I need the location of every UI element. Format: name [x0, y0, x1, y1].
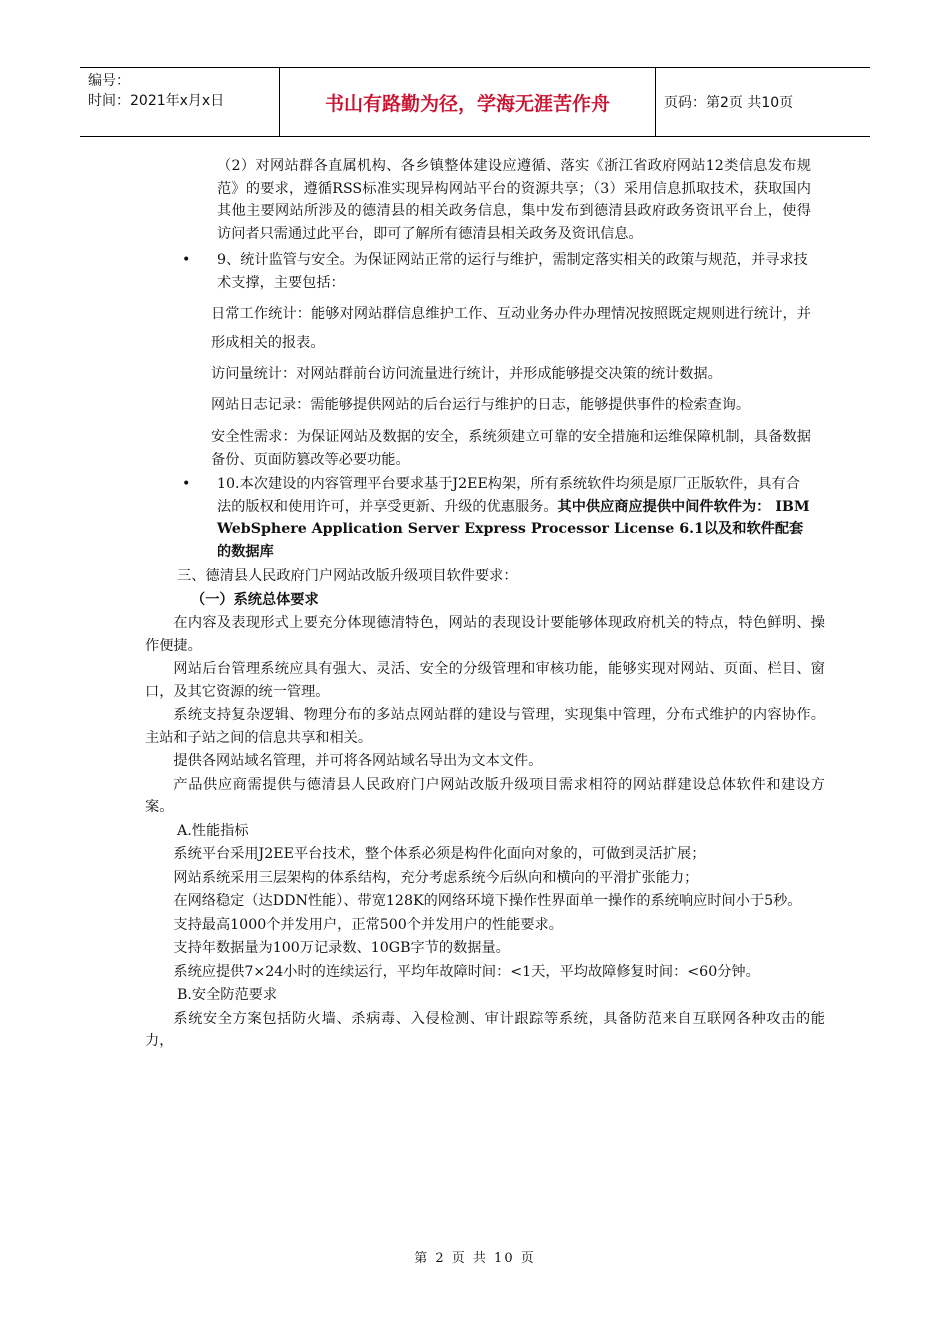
performance-item: 支持年数据量为100万记录数、10GB字节的数据量。 — [173, 940, 510, 956]
page-header — [80, 67, 870, 137]
security-heading: B.安全防范要求 — [177, 987, 278, 1003]
bullet-icon: • — [182, 476, 191, 492]
performance-item: 支持最高1000个并发用户，正常500个并发用户的性能要求。 — [173, 916, 563, 933]
overview-paragraph: 系统支持复杂逻辑、物理分布的多站点网站群的建设与管理，实现集中管理，分布式维护的内容协作。主站和子站之间的信息共享和相关。 — [145, 707, 825, 746]
bullet-10-text: 10.本次建设的内容管理平台要求基于J2EE构架，所有系统软件均须是原厂正版软件，具有合法的版权和使用许可，并享受更新、升级的优惠服务。 — [217, 476, 800, 515]
bullet-item-9 — [145, 249, 811, 294]
bullet-icon: • — [182, 252, 191, 268]
overview-paragraph: 网站后台管理系统应具有强大、灵活、安全的分级管理和审核功能，能够实现对网站、页面、栏目、窗口，及其它资源的统一管理。 — [145, 661, 825, 700]
performance-item: 在网络稳定（达DDN性能）、带宽128K的网络环境下操作性界面单一操作的系统响应时间小于5秒。 — [173, 893, 802, 909]
log-paragraph: 网站日志记录：需能够提供网站的后台运行与维护的日志，能够提供事件的检索查询。 — [211, 397, 751, 413]
security-item: 系统安全方案包括防火墙、杀病毒、入侵检测、审计跟踪等系统，具备防范来自互联网各种攻击的能力， — [145, 1010, 825, 1049]
daily-stats-paragraph: 日常工作统计：能够对网站群信息维护工作、互动业务办件办理情况按照既定规则进行统计，并形成相关的报表。 — [211, 306, 811, 351]
section-heading: 三、德清县人民政府门户网站改版升级项目软件要求： — [177, 568, 518, 584]
security-paragraph: 安全性需求：为保证网站及数据的安全，系统须建立可靠的安全措施和运维保障机制，具备数据备份、页面防篡改等必要功能。 — [211, 429, 811, 468]
sub-heading: （一）系统总体要求 — [191, 591, 319, 608]
document-body — [145, 155, 825, 1054]
document-number-label: 编号： — [88, 73, 130, 89]
overview-paragraph: 在内容及表现形式上要充分体现德清特色，网站的表现设计要能够体现政府机关的特点，特色鲜明、操作便捷。 — [145, 615, 825, 654]
visit-stats-paragraph: 访问量统计：对网站群前台访问流量进行统计，并形成能够提交决策的统计数据。 — [211, 366, 722, 382]
performance-item: 系统应提供7×24小时的连续运行，平均年故障时间：<1天，平均故障修复时间：<60分钟。 — [173, 963, 760, 980]
section-three — [145, 565, 825, 1053]
performance-item: 系统平台采用J2EE平台技术，整个体系必须是构件化面向对象的，可做到灵活扩展； — [173, 846, 706, 862]
overview-paragraph: 提供各网站域名管理，并可将各网站域名导出为文本文件。 — [173, 753, 543, 769]
header-motto: 书山有路勤为径，学海无涯苦作舟 — [280, 68, 656, 136]
bullet-item-10 — [145, 473, 811, 563]
page-footer: 第 2 页 共 10 页 — [414, 1251, 536, 1266]
header-page-label: 页码：第2页 共10页 — [664, 95, 794, 111]
overview-paragraph: 产品供应商需提供与德清县人民政府门户网站改版升级项目需求相符的网站群建设总体软件和建设方案。 — [145, 776, 825, 815]
performance-item: 网站系统采用三层架构的体系结构，充分考虑系统今后纵向和横向的平滑扩张能力； — [173, 869, 699, 886]
bullet-10-bold-text: 其中供应商应提供中间件软件为： IBM WebSphere Application Server Express Processor License 6.1以及和软件配套的数据库 — [217, 498, 810, 560]
header-meta — [80, 68, 280, 136]
document-time-label: 时间：2021年x月x日 — [88, 93, 225, 109]
paragraph-continuation: （2）对网站群各直属机构、各乡镇整体建设应遵循、落实《浙江省政府网站12类信息发布规范》的要求，遵循RSS标准实现异构网站平台的资源共享；（3）采用信息抓取技术，获取国内其他主要网站所涉及的德清县的相关政务信息，集中发布到德清县政府政务资讯平台上，使得访问者只需通过此平台，即可了解所有德清县相关政务及资讯信息。 — [217, 158, 811, 242]
performance-heading: A.性能指标 — [177, 822, 249, 839]
bullet-9-text: 9、统计监管与安全。为保证网站正常的运行与维护，需制定落实相关的政策与规范，并寻求技术支撑，主要包括： — [217, 252, 808, 291]
